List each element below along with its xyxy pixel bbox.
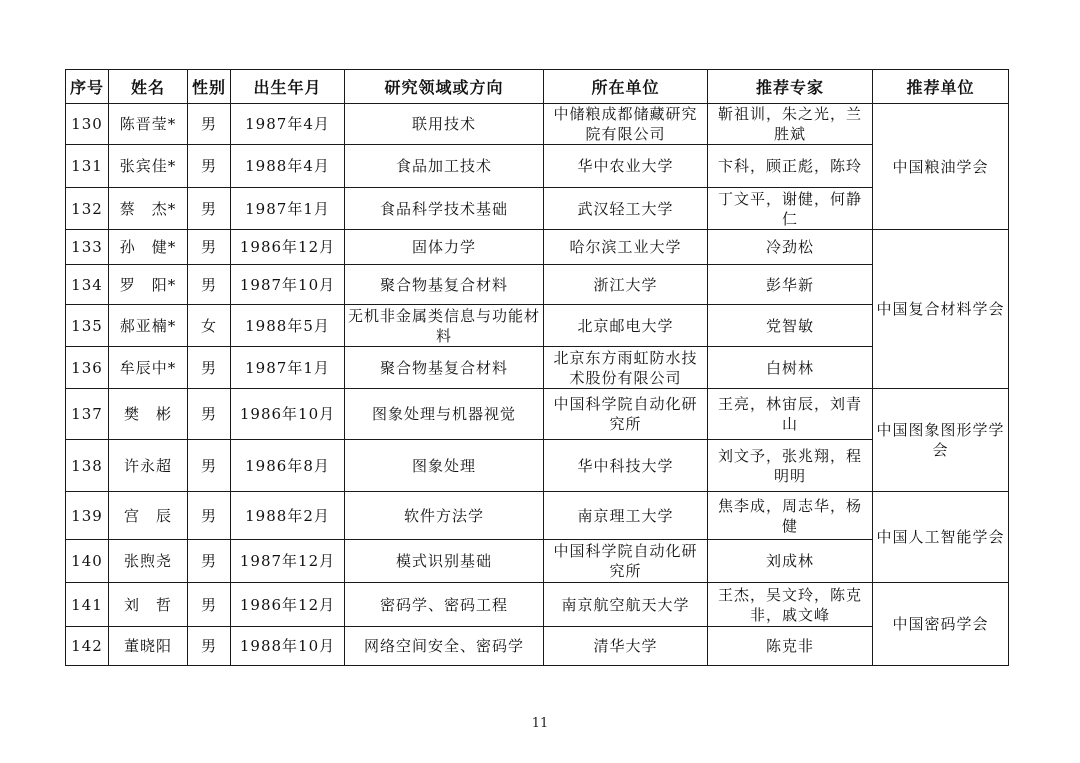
cell-birth: 1987年1月 xyxy=(231,188,345,230)
cell-field: 聚合物基复合材料 xyxy=(345,347,544,389)
cell-experts: 卞科，顾正彪，陈玲 xyxy=(708,145,873,188)
cell-field: 食品科学技术基础 xyxy=(345,188,544,230)
cell-name: 董晓阳 xyxy=(109,627,188,666)
table-row xyxy=(66,492,1009,540)
cell-seq: 142 xyxy=(66,627,109,666)
table-row xyxy=(66,265,1009,305)
cell-seq: 136 xyxy=(66,347,109,389)
cell-gender: 男 xyxy=(188,627,231,666)
cell-seq: 139 xyxy=(66,492,109,540)
cell-recommender: 中国人工智能学会 xyxy=(873,492,1009,583)
candidate-table xyxy=(65,69,1009,666)
cell-gender: 男 xyxy=(188,440,231,492)
cell-seq: 138 xyxy=(66,440,109,492)
table-row xyxy=(66,389,1009,440)
table-row xyxy=(66,540,1009,583)
cell-gender: 男 xyxy=(188,265,231,305)
cell-unit: 华中科技大学 xyxy=(544,440,708,492)
cell-gender: 女 xyxy=(188,305,231,347)
cell-gender: 男 xyxy=(188,188,231,230)
cell-seq: 135 xyxy=(66,305,109,347)
header-experts: 推荐专家 xyxy=(708,70,873,104)
table-row xyxy=(66,230,1009,265)
header-recommender: 推荐单位 xyxy=(873,70,1009,104)
header-field: 研究领域或方向 xyxy=(345,70,544,104)
cell-gender: 男 xyxy=(188,492,231,540)
cell-gender: 男 xyxy=(188,347,231,389)
header-seq: 序号 xyxy=(66,70,109,104)
cell-gender: 男 xyxy=(188,145,231,188)
cell-name: 张宾佳* xyxy=(109,145,188,188)
cell-experts: 丁文平，谢健，何静仁 xyxy=(708,188,873,230)
cell-recommender: 中国粮油学会 xyxy=(873,104,1009,230)
cell-name: 许永超 xyxy=(109,440,188,492)
cell-seq: 140 xyxy=(66,540,109,583)
cell-unit: 哈尔滨工业大学 xyxy=(544,230,708,265)
cell-seq: 133 xyxy=(66,230,109,265)
cell-seq: 131 xyxy=(66,145,109,188)
cell-birth: 1987年12月 xyxy=(231,540,345,583)
table-header-row xyxy=(66,70,1009,104)
cell-field: 食品加工技术 xyxy=(345,145,544,188)
cell-name: 宫 辰 xyxy=(109,492,188,540)
cell-experts: 白树林 xyxy=(708,347,873,389)
header-name: 姓名 xyxy=(109,70,188,104)
cell-gender: 男 xyxy=(188,104,231,145)
cell-experts: 王杰，吴文玲，陈克非，戚文峰 xyxy=(708,583,873,627)
cell-field: 模式识别基础 xyxy=(345,540,544,583)
cell-gender: 男 xyxy=(188,389,231,440)
cell-name: 樊 彬 xyxy=(109,389,188,440)
header-unit: 所在单位 xyxy=(544,70,708,104)
page-number: 11 xyxy=(531,716,549,731)
cell-field: 固体力学 xyxy=(345,230,544,265)
table-row xyxy=(66,188,1009,230)
cell-gender: 男 xyxy=(188,583,231,627)
cell-field: 无机非金属类信息与功能材料 xyxy=(345,305,544,347)
cell-unit: 南京航空航天大学 xyxy=(544,583,708,627)
table-row xyxy=(66,305,1009,347)
cell-experts: 彭华新 xyxy=(708,265,873,305)
cell-field: 密码学、密码工程 xyxy=(345,583,544,627)
cell-birth: 1987年10月 xyxy=(231,265,345,305)
cell-unit: 浙江大学 xyxy=(544,265,708,305)
cell-experts: 陈克非 xyxy=(708,627,873,666)
cell-birth: 1987年4月 xyxy=(231,104,345,145)
cell-unit: 华中农业大学 xyxy=(544,145,708,188)
cell-name: 刘 哲 xyxy=(109,583,188,627)
cell-field: 网络空间安全、密码学 xyxy=(345,627,544,666)
cell-unit: 中储粮成都储藏研究院有限公司 xyxy=(544,104,708,145)
cell-field: 软件方法学 xyxy=(345,492,544,540)
cell-birth: 1986年10月 xyxy=(231,389,345,440)
table-row xyxy=(66,347,1009,389)
cell-birth: 1988年10月 xyxy=(231,627,345,666)
table-row xyxy=(66,583,1009,627)
cell-name: 罗 阳* xyxy=(109,265,188,305)
cell-experts: 党智敏 xyxy=(708,305,873,347)
cell-recommender: 中国密码学会 xyxy=(873,583,1009,666)
cell-birth: 1987年1月 xyxy=(231,347,345,389)
cell-field: 聚合物基复合材料 xyxy=(345,265,544,305)
cell-unit: 清华大学 xyxy=(544,627,708,666)
cell-birth: 1986年12月 xyxy=(231,230,345,265)
table-row xyxy=(66,440,1009,492)
cell-name: 张煦尧 xyxy=(109,540,188,583)
cell-recommender: 中国图象图形学学会 xyxy=(873,389,1009,492)
cell-experts: 焦李成，周志华，杨健 xyxy=(708,492,873,540)
cell-name: 郝亚楠* xyxy=(109,305,188,347)
cell-unit: 北京东方雨虹防水技术股份有限公司 xyxy=(544,347,708,389)
cell-unit: 武汉轻工大学 xyxy=(544,188,708,230)
cell-unit: 中国科学院自动化研究所 xyxy=(544,540,708,583)
header-gender: 性别 xyxy=(188,70,231,104)
table-row xyxy=(66,145,1009,188)
cell-experts: 刘文予，张兆翔，程明明 xyxy=(708,440,873,492)
cell-birth: 1986年8月 xyxy=(231,440,345,492)
cell-field: 图象处理与机器视觉 xyxy=(345,389,544,440)
cell-field: 联用技术 xyxy=(345,104,544,145)
cell-seq: 130 xyxy=(66,104,109,145)
cell-name: 牟辰中* xyxy=(109,347,188,389)
cell-recommender: 中国复合材料学会 xyxy=(873,230,1009,389)
cell-birth: 1988年4月 xyxy=(231,145,345,188)
cell-experts: 靳祖训，朱之光，兰胜斌 xyxy=(708,104,873,145)
cell-birth: 1988年5月 xyxy=(231,305,345,347)
cell-name: 蔡 杰* xyxy=(109,188,188,230)
header-birth: 出生年月 xyxy=(231,70,345,104)
table-row xyxy=(66,627,1009,666)
cell-birth: 1988年2月 xyxy=(231,492,345,540)
cell-unit: 北京邮电大学 xyxy=(544,305,708,347)
cell-seq: 137 xyxy=(66,389,109,440)
cell-experts: 刘成林 xyxy=(708,540,873,583)
cell-gender: 男 xyxy=(188,230,231,265)
cell-gender: 男 xyxy=(188,540,231,583)
table-row xyxy=(66,104,1009,145)
cell-unit: 中国科学院自动化研究所 xyxy=(544,389,708,440)
cell-birth: 1986年12月 xyxy=(231,583,345,627)
cell-field: 图象处理 xyxy=(345,440,544,492)
cell-seq: 132 xyxy=(66,188,109,230)
cell-seq: 141 xyxy=(66,583,109,627)
cell-experts: 冷劲松 xyxy=(708,230,873,265)
cell-name: 孙 健* xyxy=(109,230,188,265)
cell-experts: 王亮，林宙辰，刘青山 xyxy=(708,389,873,440)
cell-name: 陈晋莹* xyxy=(109,104,188,145)
cell-seq: 134 xyxy=(66,265,109,305)
cell-unit: 南京理工大学 xyxy=(544,492,708,540)
